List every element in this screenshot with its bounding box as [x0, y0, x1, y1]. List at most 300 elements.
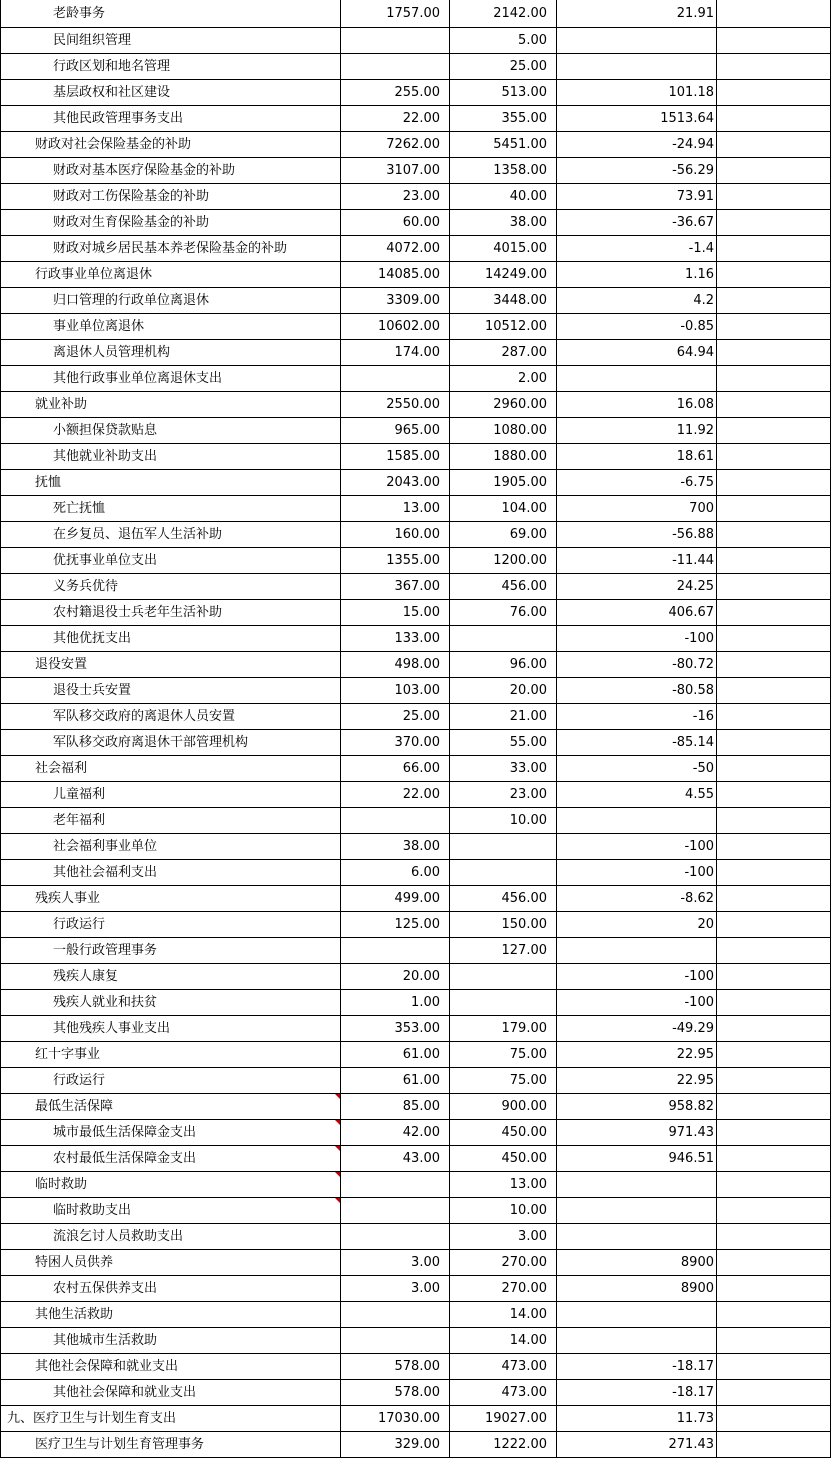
empty-cell[interactable] [717, 470, 831, 496]
item-name-cell[interactable]: 优抚事业单位支出 [0, 548, 341, 574]
item-name-cell[interactable]: 军队移交政府的离退休人员安置 [0, 704, 341, 730]
empty-cell[interactable] [717, 158, 831, 184]
prior-year-amount-cell[interactable]: 25.00 [341, 704, 450, 730]
table-row [0, 392, 831, 418]
item-name-cell[interactable]: 其他行政事业单位离退休支出 [0, 366, 341, 392]
current-year-amount-cell[interactable]: 75.00 [450, 1068, 557, 1094]
item-name-cell[interactable]: 其他社会保障和就业支出 [0, 1380, 341, 1406]
item-name-cell[interactable]: 行政区划和地名管理 [0, 54, 341, 80]
prior-year-amount-cell[interactable]: 22.00 [341, 782, 450, 808]
item-name-cell[interactable]: 退役安置 [0, 652, 341, 678]
table-row [0, 1224, 831, 1250]
change-percent-cell[interactable]: -0.85 [557, 314, 717, 340]
current-year-amount-cell[interactable]: 20.00 [450, 678, 557, 704]
table-row [0, 678, 831, 704]
item-name-cell[interactable]: 农村籍退役士兵老年生活补助 [0, 600, 341, 626]
prior-year-amount-cell[interactable]: 60.00 [341, 210, 450, 236]
empty-cell[interactable] [717, 1328, 831, 1354]
change-percent-cell[interactable]: -100 [557, 834, 717, 860]
prior-year-amount-cell[interactable]: 61.00 [341, 1068, 450, 1094]
change-percent-cell[interactable]: -80.58 [557, 678, 717, 704]
prior-year-amount-cell[interactable]: 17030.00 [341, 1406, 450, 1432]
empty-cell[interactable] [717, 1276, 831, 1302]
change-percent-cell[interactable] [557, 1198, 717, 1224]
item-name-cell[interactable]: 财政对工伤保险基金的补助 [0, 184, 341, 210]
table-row [0, 0, 831, 28]
empty-cell[interactable] [717, 1120, 831, 1146]
prior-year-amount-cell[interactable]: 15.00 [341, 600, 450, 626]
change-percent-cell[interactable]: 20 [557, 912, 717, 938]
prior-year-amount-cell[interactable]: 329.00 [341, 1432, 450, 1458]
prior-year-amount-cell[interactable] [341, 1172, 450, 1198]
current-year-amount-cell[interactable]: 450.00 [450, 1146, 557, 1172]
change-percent-cell[interactable]: 4.2 [557, 288, 717, 314]
current-year-amount-cell[interactable]: 75.00 [450, 1042, 557, 1068]
current-year-amount-cell[interactable]: 1880.00 [450, 444, 557, 470]
change-percent-cell[interactable] [557, 808, 717, 834]
item-name-cell[interactable]: 残疾人康复 [0, 964, 341, 990]
item-name-cell[interactable]: 社会福利事业单位 [0, 834, 341, 860]
change-percent-cell[interactable]: 1513.64 [557, 106, 717, 132]
empty-cell[interactable] [717, 808, 831, 834]
change-percent-cell[interactable]: -80.72 [557, 652, 717, 678]
empty-cell[interactable] [717, 1432, 831, 1458]
current-year-amount-cell[interactable]: 473.00 [450, 1354, 557, 1380]
item-name-cell[interactable]: 军队移交政府离退休干部管理机构 [0, 730, 341, 756]
current-year-amount-cell[interactable]: 13.00 [450, 1172, 557, 1198]
current-year-amount-cell[interactable]: 23.00 [450, 782, 557, 808]
prior-year-amount-cell[interactable]: 61.00 [341, 1042, 450, 1068]
current-year-amount-cell[interactable] [450, 626, 557, 652]
change-percent-cell[interactable]: 24.25 [557, 574, 717, 600]
prior-year-amount-cell[interactable]: 133.00 [341, 626, 450, 652]
empty-cell[interactable] [717, 1068, 831, 1094]
empty-cell[interactable] [717, 1172, 831, 1198]
prior-year-amount-cell[interactable]: 6.00 [341, 860, 450, 886]
item-name-cell[interactable]: 临时救助支出 [0, 1198, 341, 1224]
current-year-amount-cell[interactable]: 25.00 [450, 54, 557, 80]
prior-year-amount-cell[interactable]: 1757.00 [341, 0, 450, 28]
comment-indicator-icon[interactable] [335, 1198, 340, 1203]
change-percent-cell[interactable]: -100 [557, 990, 717, 1016]
prior-year-amount-cell[interactable] [341, 1302, 450, 1328]
item-name-cell[interactable]: 行政运行 [0, 912, 341, 938]
table-row [0, 1302, 831, 1328]
empty-cell[interactable] [717, 184, 831, 210]
prior-year-amount-cell[interactable] [341, 1224, 450, 1250]
empty-cell[interactable] [717, 418, 831, 444]
change-percent-cell[interactable]: -49.29 [557, 1016, 717, 1042]
item-name-cell[interactable]: 其他社会保障和就业支出 [0, 1354, 341, 1380]
current-year-amount-cell[interactable]: 513.00 [450, 80, 557, 106]
change-percent-cell[interactable]: 700 [557, 496, 717, 522]
empty-cell[interactable] [717, 340, 831, 366]
item-name-cell[interactable]: 九、医疗卫生与计划生育支出 [0, 1406, 341, 1432]
empty-cell[interactable] [717, 1016, 831, 1042]
empty-cell[interactable] [717, 600, 831, 626]
current-year-amount-cell[interactable]: 456.00 [450, 886, 557, 912]
empty-cell[interactable] [717, 1094, 831, 1120]
empty-cell[interactable] [717, 782, 831, 808]
empty-cell[interactable] [717, 444, 831, 470]
empty-cell[interactable] [717, 1406, 831, 1432]
item-name-cell[interactable]: 老龄事务 [0, 0, 341, 28]
item-name-cell[interactable]: 临时救助 [0, 1172, 341, 1198]
item-name-cell[interactable]: 小额担保贷款贴息 [0, 418, 341, 444]
item-name-cell[interactable]: 财政对城乡居民基本养老保险基金的补助 [0, 236, 341, 262]
prior-year-amount-cell[interactable] [341, 938, 450, 964]
prior-year-amount-cell[interactable]: 66.00 [341, 756, 450, 782]
item-name-cell[interactable]: 财政对社会保险基金的补助 [0, 132, 341, 158]
item-name-cell[interactable]: 离退休人员管理机构 [0, 340, 341, 366]
empty-cell[interactable] [717, 860, 831, 886]
table-row [0, 1042, 831, 1068]
current-year-amount-cell[interactable]: 456.00 [450, 574, 557, 600]
current-year-amount-cell[interactable]: 55.00 [450, 730, 557, 756]
prior-year-amount-cell[interactable]: 578.00 [341, 1380, 450, 1406]
table-row [0, 1094, 831, 1120]
prior-year-amount-cell[interactable]: 499.00 [341, 886, 450, 912]
current-year-amount-cell[interactable]: 5.00 [450, 28, 557, 54]
item-name-cell[interactable]: 残疾人就业和扶贫 [0, 990, 341, 1016]
prior-year-amount-cell[interactable]: 367.00 [341, 574, 450, 600]
table-row [0, 314, 831, 340]
current-year-amount-cell[interactable]: 3448.00 [450, 288, 557, 314]
current-year-amount-cell[interactable]: 21.00 [450, 704, 557, 730]
empty-cell[interactable] [717, 834, 831, 860]
empty-cell[interactable] [717, 886, 831, 912]
current-year-amount-cell[interactable]: 40.00 [450, 184, 557, 210]
empty-cell[interactable] [717, 392, 831, 418]
change-percent-cell[interactable]: 64.94 [557, 340, 717, 366]
item-name-cell[interactable]: 其他优抚支出 [0, 626, 341, 652]
item-name-cell[interactable]: 其他民政管理事务支出 [0, 106, 341, 132]
change-percent-cell[interactable]: -100 [557, 626, 717, 652]
prior-year-amount-cell[interactable]: 22.00 [341, 106, 450, 132]
current-year-amount-cell[interactable]: 10.00 [450, 808, 557, 834]
item-name-cell[interactable]: 财政对生育保险基金的补助 [0, 210, 341, 236]
change-percent-cell[interactable]: -24.94 [557, 132, 717, 158]
item-name-cell[interactable]: 社会福利 [0, 756, 341, 782]
change-percent-cell[interactable]: 11.73 [557, 1406, 717, 1432]
change-percent-cell[interactable]: 11.92 [557, 418, 717, 444]
item-name-cell[interactable]: 农村五保供养支出 [0, 1276, 341, 1302]
prior-year-amount-cell[interactable]: 85.00 [341, 1094, 450, 1120]
change-percent-cell[interactable]: 16.08 [557, 392, 717, 418]
item-name-cell[interactable]: 其他就业补助支出 [0, 444, 341, 470]
item-name-cell[interactable]: 基层政权和社区建设 [0, 80, 341, 106]
prior-year-amount-cell[interactable]: 255.00 [341, 80, 450, 106]
change-percent-cell[interactable] [557, 938, 717, 964]
change-percent-cell[interactable]: -85.14 [557, 730, 717, 756]
change-percent-cell[interactable]: 21.91 [557, 0, 717, 28]
current-year-amount-cell[interactable]: 150.00 [450, 912, 557, 938]
prior-year-amount-cell[interactable]: 965.00 [341, 418, 450, 444]
empty-cell[interactable] [717, 626, 831, 652]
change-percent-cell[interactable]: -16 [557, 704, 717, 730]
change-percent-cell[interactable]: 22.95 [557, 1068, 717, 1094]
change-percent-cell[interactable]: -18.17 [557, 1354, 717, 1380]
current-year-amount-cell[interactable]: 10512.00 [450, 314, 557, 340]
current-year-amount-cell[interactable]: 3.00 [450, 1224, 557, 1250]
current-year-amount-cell[interactable]: 5451.00 [450, 132, 557, 158]
change-percent-cell[interactable]: -100 [557, 964, 717, 990]
change-percent-cell[interactable]: 73.91 [557, 184, 717, 210]
current-year-amount-cell[interactable]: 38.00 [450, 210, 557, 236]
item-name-cell[interactable]: 城市最低生活保障金支出 [0, 1120, 341, 1146]
item-name-cell[interactable]: 就业补助 [0, 392, 341, 418]
empty-cell[interactable] [717, 496, 831, 522]
item-name-cell[interactable]: 抚恤 [0, 470, 341, 496]
empty-cell[interactable] [717, 990, 831, 1016]
prior-year-amount-cell[interactable]: 7262.00 [341, 132, 450, 158]
change-percent-cell[interactable]: 8900 [557, 1250, 717, 1276]
empty-cell[interactable] [717, 730, 831, 756]
prior-year-amount-cell[interactable] [341, 366, 450, 392]
item-name-cell[interactable]: 其他生活救助 [0, 1302, 341, 1328]
prior-year-amount-cell[interactable] [341, 1328, 450, 1354]
empty-cell[interactable] [717, 288, 831, 314]
item-name-cell[interactable]: 事业单位离退休 [0, 314, 341, 340]
current-year-amount-cell[interactable]: 1080.00 [450, 418, 557, 444]
prior-year-amount-cell[interactable] [341, 808, 450, 834]
empty-cell[interactable] [717, 964, 831, 990]
table-row [0, 990, 831, 1016]
item-name-cell[interactable]: 其他城市生活救助 [0, 1328, 341, 1354]
change-percent-cell[interactable] [557, 1302, 717, 1328]
comment-indicator-icon[interactable] [335, 1094, 340, 1099]
prior-year-amount-cell[interactable]: 2550.00 [341, 392, 450, 418]
change-percent-cell[interactable]: -1.4 [557, 236, 717, 262]
change-percent-cell[interactable]: -8.62 [557, 886, 717, 912]
current-year-amount-cell[interactable]: 179.00 [450, 1016, 557, 1042]
current-year-amount-cell[interactable]: 1358.00 [450, 158, 557, 184]
empty-cell[interactable] [717, 236, 831, 262]
prior-year-amount-cell[interactable]: 20.00 [341, 964, 450, 990]
prior-year-amount-cell[interactable] [341, 54, 450, 80]
change-percent-cell[interactable]: -6.75 [557, 470, 717, 496]
empty-cell[interactable] [717, 80, 831, 106]
empty-cell[interactable] [717, 314, 831, 340]
change-percent-cell[interactable]: 971.43 [557, 1120, 717, 1146]
current-year-amount-cell[interactable]: 4015.00 [450, 236, 557, 262]
current-year-amount-cell[interactable]: 1200.00 [450, 548, 557, 574]
current-year-amount-cell[interactable]: 14.00 [450, 1302, 557, 1328]
empty-cell[interactable] [717, 1146, 831, 1172]
item-name-cell[interactable]: 民间组织管理 [0, 28, 341, 54]
change-percent-cell[interactable]: 8900 [557, 1276, 717, 1302]
item-name-cell[interactable]: 行政运行 [0, 1068, 341, 1094]
current-year-amount-cell[interactable]: 76.00 [450, 600, 557, 626]
empty-cell[interactable] [717, 54, 831, 80]
prior-year-amount-cell[interactable] [341, 28, 450, 54]
prior-year-amount-cell[interactable]: 370.00 [341, 730, 450, 756]
current-year-amount-cell[interactable]: 270.00 [450, 1250, 557, 1276]
empty-cell[interactable] [717, 1354, 831, 1380]
table-row [0, 28, 831, 54]
empty-cell[interactable] [717, 366, 831, 392]
prior-year-amount-cell[interactable]: 13.00 [341, 496, 450, 522]
change-percent-cell[interactable]: 271.43 [557, 1432, 717, 1458]
item-name-cell[interactable]: 医疗卫生与计划生育管理事务 [0, 1432, 341, 1458]
empty-cell[interactable] [717, 912, 831, 938]
current-year-amount-cell[interactable]: 287.00 [450, 340, 557, 366]
prior-year-amount-cell[interactable]: 103.00 [341, 678, 450, 704]
empty-cell[interactable] [717, 1198, 831, 1224]
item-name-cell[interactable]: 在乡复员、退伍军人生活补助 [0, 522, 341, 548]
current-year-amount-cell[interactable]: 14.00 [450, 1328, 557, 1354]
change-percent-cell[interactable]: 18.61 [557, 444, 717, 470]
item-name-cell[interactable]: 归口管理的行政单位离退休 [0, 288, 341, 314]
item-name-cell[interactable]: 退役士兵安置 [0, 678, 341, 704]
change-percent-cell[interactable]: -50 [557, 756, 717, 782]
empty-cell[interactable] [717, 652, 831, 678]
current-year-amount-cell[interactable]: 96.00 [450, 652, 557, 678]
current-year-amount-cell[interactable]: 450.00 [450, 1120, 557, 1146]
change-percent-cell[interactable] [557, 1172, 717, 1198]
prior-year-amount-cell[interactable] [341, 1198, 450, 1224]
current-year-amount-cell[interactable] [450, 834, 557, 860]
empty-cell[interactable] [717, 1380, 831, 1406]
change-percent-cell[interactable] [557, 1328, 717, 1354]
current-year-amount-cell[interactable]: 104.00 [450, 496, 557, 522]
current-year-amount-cell[interactable]: 10.00 [450, 1198, 557, 1224]
change-percent-cell[interactable]: -36.67 [557, 210, 717, 236]
empty-cell[interactable] [717, 262, 831, 288]
empty-cell[interactable] [717, 574, 831, 600]
change-percent-cell[interactable]: 1.16 [557, 262, 717, 288]
change-percent-cell[interactable] [557, 1224, 717, 1250]
empty-cell[interactable] [717, 1224, 831, 1250]
item-name-cell[interactable]: 其他社会福利支出 [0, 860, 341, 886]
current-year-amount-cell[interactable] [450, 860, 557, 886]
table-row [0, 80, 831, 106]
prior-year-amount-cell[interactable]: 38.00 [341, 834, 450, 860]
current-year-amount-cell[interactable]: 33.00 [450, 756, 557, 782]
current-year-amount-cell[interactable]: 473.00 [450, 1380, 557, 1406]
empty-cell[interactable] [717, 548, 831, 574]
table-row [0, 860, 831, 886]
current-year-amount-cell[interactable]: 2960.00 [450, 392, 557, 418]
current-year-amount-cell[interactable]: 1905.00 [450, 470, 557, 496]
current-year-amount-cell[interactable]: 355.00 [450, 106, 557, 132]
current-year-amount-cell[interactable]: 270.00 [450, 1276, 557, 1302]
comment-indicator-icon[interactable] [335, 1120, 340, 1125]
item-name-cell[interactable]: 残疾人事业 [0, 886, 341, 912]
item-name-cell[interactable]: 死亡抚恤 [0, 496, 341, 522]
prior-year-amount-cell[interactable]: 1585.00 [341, 444, 450, 470]
change-percent-cell[interactable]: -18.17 [557, 1380, 717, 1406]
table-row [0, 1198, 831, 1224]
prior-year-amount-cell[interactable]: 353.00 [341, 1016, 450, 1042]
comment-indicator-icon[interactable] [335, 1172, 340, 1177]
prior-year-amount-cell[interactable]: 42.00 [341, 1120, 450, 1146]
item-name-cell[interactable]: 流浪乞讨人员救助支出 [0, 1224, 341, 1250]
prior-year-amount-cell[interactable]: 43.00 [341, 1146, 450, 1172]
prior-year-amount-cell[interactable]: 125.00 [341, 912, 450, 938]
prior-year-amount-cell[interactable]: 160.00 [341, 522, 450, 548]
change-percent-cell[interactable] [557, 54, 717, 80]
prior-year-amount-cell[interactable]: 3.00 [341, 1276, 450, 1302]
prior-year-amount-cell[interactable]: 498.00 [341, 652, 450, 678]
empty-cell[interactable] [717, 1302, 831, 1328]
prior-year-amount-cell[interactable]: 3.00 [341, 1250, 450, 1276]
change-percent-cell[interactable] [557, 366, 717, 392]
empty-cell[interactable] [717, 938, 831, 964]
change-percent-cell[interactable]: -11.44 [557, 548, 717, 574]
change-percent-cell[interactable]: -100 [557, 860, 717, 886]
item-name-cell[interactable]: 义务兵优待 [0, 574, 341, 600]
current-year-amount-cell[interactable]: 127.00 [450, 938, 557, 964]
item-name-cell[interactable]: 农村最低生活保障金支出 [0, 1146, 341, 1172]
prior-year-amount-cell[interactable]: 1.00 [341, 990, 450, 1016]
prior-year-amount-cell[interactable]: 10602.00 [341, 314, 450, 340]
empty-cell[interactable] [717, 704, 831, 730]
prior-year-amount-cell[interactable]: 2043.00 [341, 470, 450, 496]
item-name-cell[interactable]: 一般行政管理事务 [0, 938, 341, 964]
prior-year-amount-cell[interactable]: 3107.00 [341, 158, 450, 184]
item-name-cell[interactable]: 其他残疾人事业支出 [0, 1016, 341, 1042]
empty-cell[interactable] [717, 132, 831, 158]
change-percent-cell[interactable]: 406.67 [557, 600, 717, 626]
empty-cell[interactable] [717, 106, 831, 132]
prior-year-amount-cell[interactable]: 4072.00 [341, 236, 450, 262]
empty-cell[interactable] [717, 1250, 831, 1276]
table-row [0, 1432, 831, 1458]
current-year-amount-cell[interactable]: 19027.00 [450, 1406, 557, 1432]
current-year-amount-cell[interactable]: 900.00 [450, 1094, 557, 1120]
current-year-amount-cell[interactable]: 2.00 [450, 366, 557, 392]
item-name-cell[interactable]: 最低生活保障 [0, 1094, 341, 1120]
empty-cell[interactable] [717, 210, 831, 236]
change-percent-cell[interactable]: 958.82 [557, 1094, 717, 1120]
empty-cell[interactable] [717, 522, 831, 548]
change-percent-cell[interactable] [557, 28, 717, 54]
prior-year-amount-cell[interactable]: 14085.00 [341, 262, 450, 288]
change-percent-cell[interactable]: 4.55 [557, 782, 717, 808]
empty-cell[interactable] [717, 28, 831, 54]
current-year-amount-cell[interactable] [450, 990, 557, 1016]
prior-year-amount-cell[interactable]: 3309.00 [341, 288, 450, 314]
current-year-amount-cell[interactable]: 2142.00 [450, 0, 557, 28]
prior-year-amount-cell[interactable]: 174.00 [341, 340, 450, 366]
change-percent-cell[interactable]: 101.18 [557, 80, 717, 106]
item-name-cell[interactable]: 特困人员供养 [0, 1250, 341, 1276]
item-name-cell[interactable]: 红十字事业 [0, 1042, 341, 1068]
item-name-cell[interactable]: 行政事业单位离退休 [0, 262, 341, 288]
prior-year-amount-cell[interactable]: 1355.00 [341, 548, 450, 574]
current-year-amount-cell[interactable]: 69.00 [450, 522, 557, 548]
empty-cell[interactable] [717, 678, 831, 704]
change-percent-cell[interactable]: -56.88 [557, 522, 717, 548]
change-percent-cell[interactable]: -56.29 [557, 158, 717, 184]
current-year-amount-cell[interactable]: 14249.00 [450, 262, 557, 288]
current-year-amount-cell[interactable] [450, 964, 557, 990]
current-year-amount-cell[interactable]: 1222.00 [450, 1432, 557, 1458]
item-name-cell[interactable]: 财政对基本医疗保险基金的补助 [0, 158, 341, 184]
table-row [0, 262, 831, 288]
empty-cell[interactable] [717, 756, 831, 782]
empty-cell[interactable] [717, 0, 831, 28]
comment-indicator-icon[interactable] [335, 1146, 340, 1151]
item-name-cell[interactable]: 儿童福利 [0, 782, 341, 808]
change-percent-cell[interactable]: 22.95 [557, 1042, 717, 1068]
empty-cell[interactable] [717, 1042, 831, 1068]
item-name-cell[interactable]: 老年福利 [0, 808, 341, 834]
change-percent-cell[interactable]: 946.51 [557, 1146, 717, 1172]
prior-year-amount-cell[interactable]: 578.00 [341, 1354, 450, 1380]
prior-year-amount-cell[interactable]: 23.00 [341, 184, 450, 210]
